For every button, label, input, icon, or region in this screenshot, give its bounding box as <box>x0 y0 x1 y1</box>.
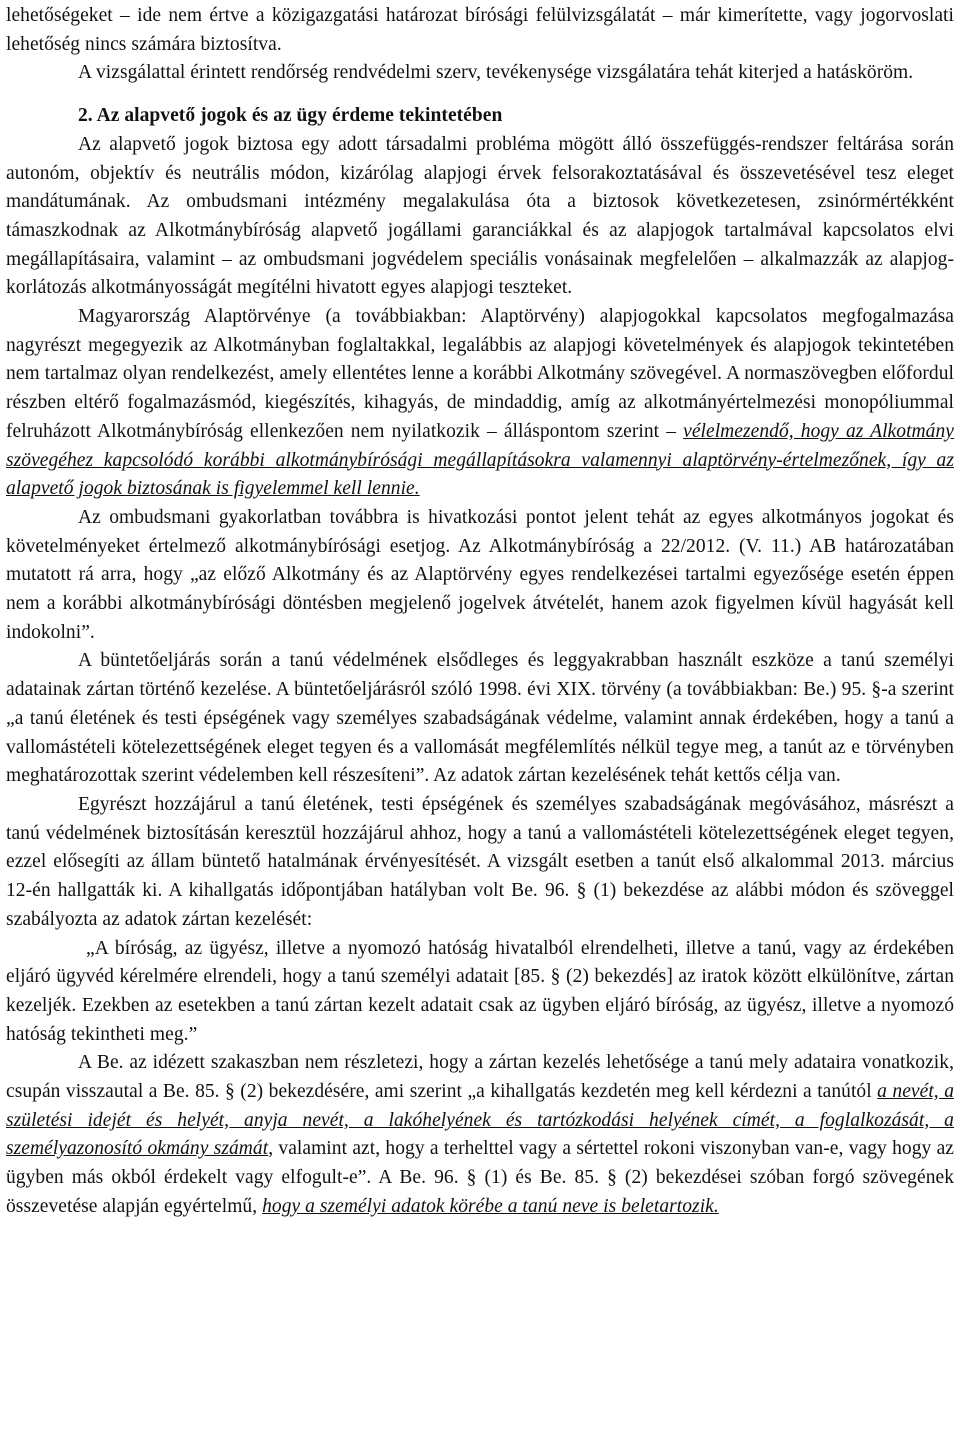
paragraph-dual-purpose: Egyrészt hozzájárul a tanú életének, testi épségének és személyes szabadságának megóvásához, másrészt a tanú védelmének biztosításán keresztül hozzájárul ahhoz, hogy a tanú a vallomástételi kötelezettségének eleget tegyen, ezzel elősegíti az állam büntető hatalmának érvényesítését. A vizsgált esetben a tanút első alkalommal 2013. március 12-én hallgatták ki. A kihallgatás időpontjában hatályban volt Be. 96. § (1) bekezdése az alábbi módon és szöveggel szabályozta az adatok zártan kezelését: <box>6 793 954 930</box>
paragraph-case-law: Az ombudsmani gyakorlatban továbbra is hivatkozási pontot jelent tehát az egyes alkotmányos jogokat és követelményeket értelmező alkotmánybírósági esetjog. Az Alkotmánybíróság a 22/2012. (V. 11.) AB határozatában mutatott rá arra, hogy „az előző Alkotmány és az Alaptörvény egyes rendelkezései tartalmi egyezősége esetén éppen nem a korábbi alkotmánybírósági döntésben megjelenő jogelvek átvételét, hanem azok figyelmen kívül hagyását kell indokolni”. <box>6 506 954 643</box>
paragraph-text: Magyarország Alaptörvénye (a továbbiakban: Alaptörvény) alapjogokkal kapcsolatos megfogalmazása nagyrészt megegyezik az Alkotmányban foglaltakkal, legalábbis az alapjogi követelmények és alapjogok tekintetében nem tartalmaz olyan rendelkezést, amely ellentétes lenne a korábbi Alkotmány szövegével. A normaszövegben előfordul részben eltérő fogalmazásmód, kiegészítés, kihagyás, de mindaddig, amíg az alkotmányértelmezési monopóliummal felruházott Alkotmánybíróság ellenkezően nem nyilatkozik – álláspontom szerint – <box>6 306 954 442</box>
paragraph-continuation: lehetőségeket – ide nem értve a közigazgatási határozat bírósági felülvizsgálatát – már kimerítette, vagy jogorvoslati lehetőség nincs számára biztosítva. <box>6 5 954 55</box>
underlined-emphasis: vélelmezendő, hogy az Alkotmány szövegéhez kapcsolódó korábbi alkotmánybírósági megállapításokra valamennyi alaptörvény-értelmezőnek, így az alapvető jogok biztosának is figyelemmel kell lennie. <box>6 420 954 500</box>
paragraph-fundamental-law <box>6 303 954 504</box>
block-quote: „A bíróság, az ügyész, illetve a nyomozó hatóság hivatalból elrendelheti, illetve a tanú, vagy az érdekében eljáró ügyvéd kérelmére elrendeli, hogy a tanú személyi adatait [85. § (2) bekezdés] az iratok között elkülönítve, zártan kezeljék. Ezekben az esetekben a tanú zártan kezelt adatait csak az ügyben eljáró bíróság, az ügyész, illetve a nyomozó hatóság tekintheti meg.” <box>6 937 954 1045</box>
underlined-emphasis: a nevét, a születési idejét és helyét, anyja nevét, a lakóhelyének és tartózkodási helyének címét, a foglalkozását, a személyazonosító okmány számát <box>6 1081 954 1160</box>
paragraph-witness-protection: A büntetőeljárás során a tanú védelmének elsődleges és leggyakrabban használt eszköze a tanú személyi adatainak zártan történő kezelése. A büntetőeljárásról szóló 1998. évi XIX. törvény (a továbbiakban: Be.) 95. §-a szerint „a tanú életének és testi épségének vagy személyes szabadságának védelme, valamint annak érdekében, hogy a tanú a vallomástételi kötelezettségének eleget tegyen és a vallomását megfélemlítés nélkül tegye meg, a tanút az e törvényben meghatározottak szerint védelemben kell részesíteni”. Az adatok zártan kezelésének tehát kettős célja van. <box>6 650 954 787</box>
underlined-emphasis: hogy a személyi adatok körébe a tanú neve is beletartozik. <box>262 1195 719 1217</box>
paragraph-competence: A vizsgálattal érintett rendőrség rendvédelmi szerv, tevékenysége vizsgálatára tehát kiterjed a hatásköröm. <box>78 62 914 84</box>
paragraph-ombudsman-role: Az alapvető jogok biztosa egy adott társadalmi probléma mögött álló összefüggés-rendszer feltárása során autonóm, objektív és neutrális módon, kizárólag alapjogi érvek felsorakoztatásával és összevetésével tesz eleget mandátumának. Az ombudsmani intézmény megalakulása óta a biztosok következetesen, zsinórmértékként támaszkodnak az Alkotmánybíróság alapvető jogállami garanciákkal és az alapjogok tartalmával kapcsolatos elvi megállapításaira, valamint – az ombudsmani jogvédelem speciális vonásainak megfelelően – alkalmazzák az alapjog-korlátozás alkotmányosságát megítélni hivatott egyes alapjogi teszteket. <box>6 133 954 299</box>
paragraph-text: A Be. az idézett szakaszban nem részletezi, hogy a zártan kezelés lehetősége a tanú mely adataira vonatkozik, csupán visszautal a Be. 85. § (2) bekezdésére, ami szerint „a kihallgatás kezdetén meg kell kérdezni a tanútól <box>6 1052 954 1103</box>
paragraph-personal-data <box>6 1049 954 1221</box>
section-heading: 2. Az alapvető jogok és az ügy érdeme tekintetében <box>78 105 503 127</box>
paragraph-text: , valamint azt, hogy a terhelttel vagy a sértettel rokoni viszonyban van-e, vagy hogy az ügyben más okból érdekelt vagy elfogult-e”. A Be. 96. § (1) és Be. 85. § (2) bekezdései szóban forgó szövegének összevetése alapján egyértelmű, <box>6 1138 954 1217</box>
